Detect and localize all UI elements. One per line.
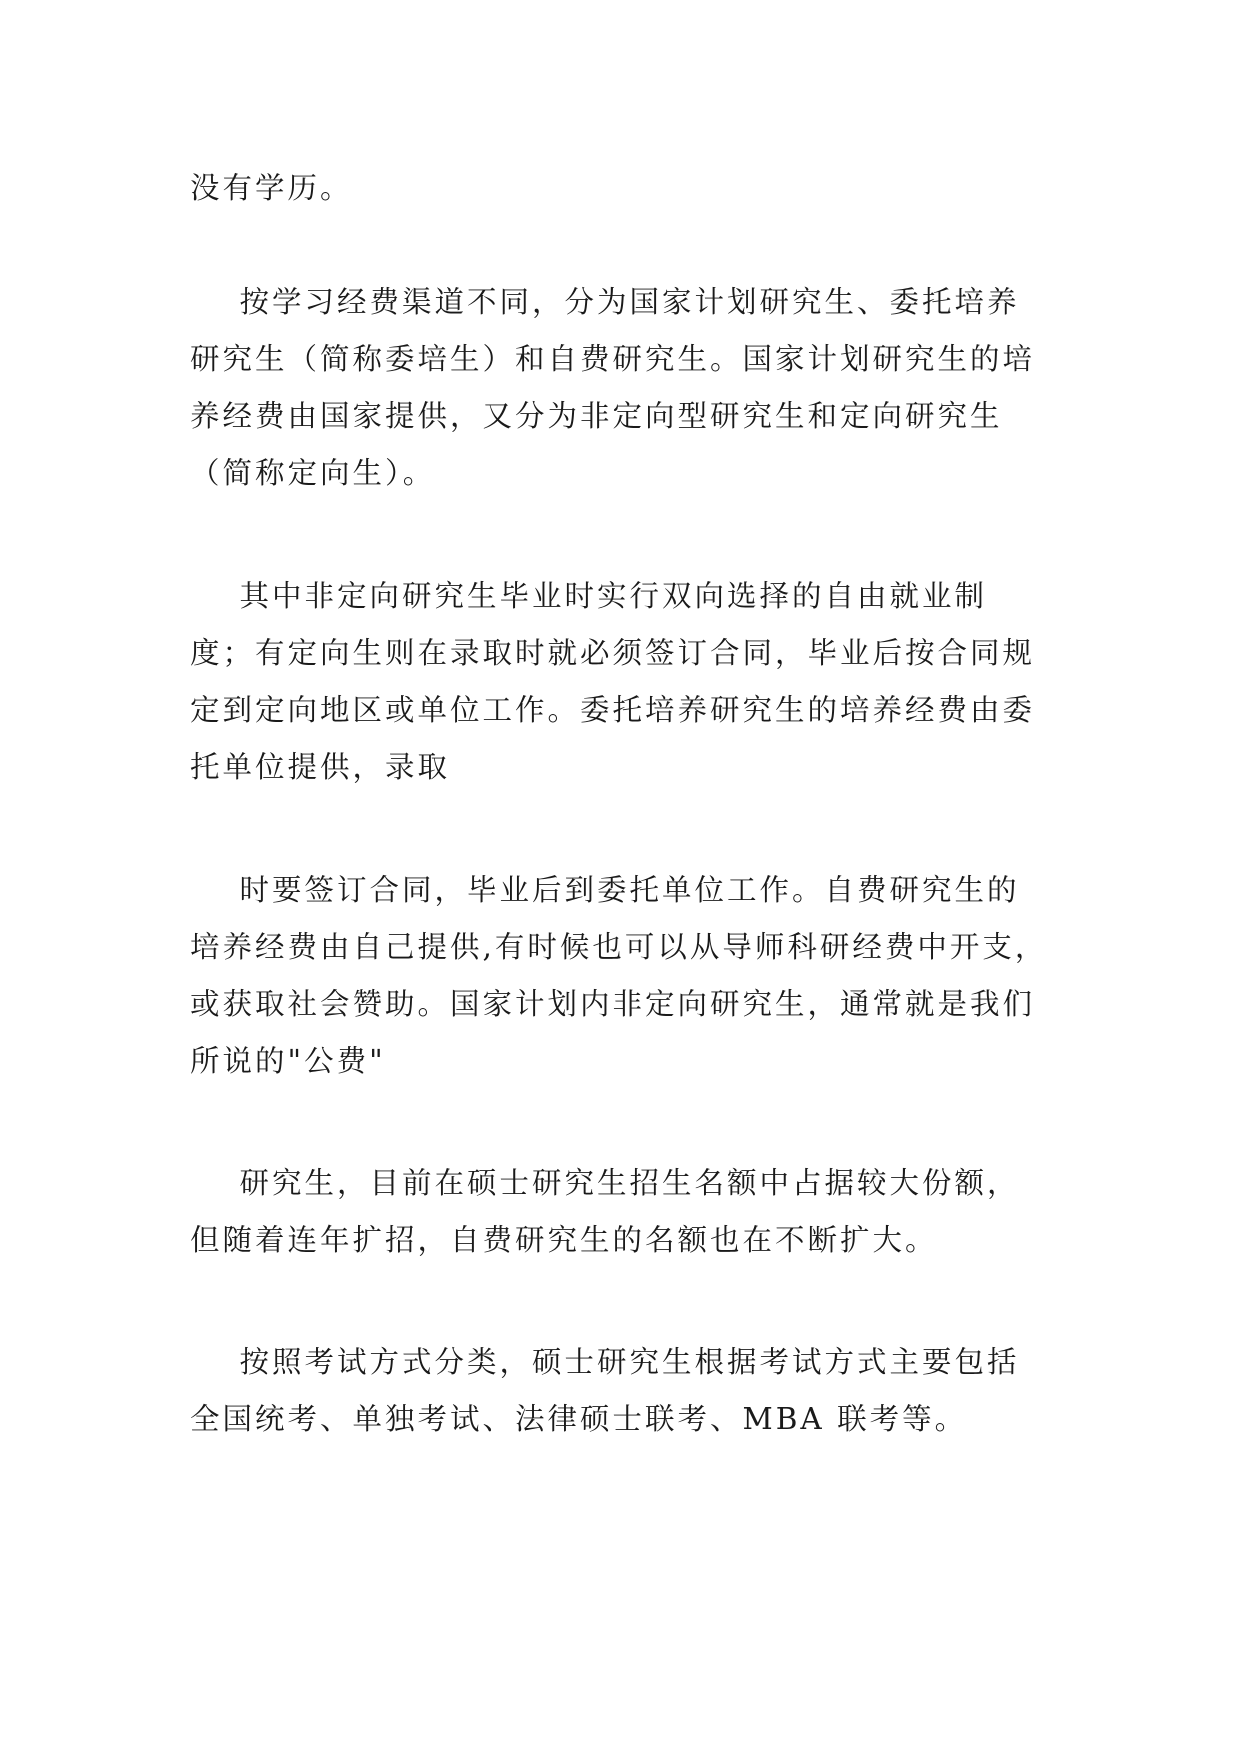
- paragraph-5: 研究生，目前在硕士研究生招生名额中占据较大份额， 但随着连年扩招，自费研究生的名额也在不断扩大。: [190, 1166, 1020, 1257]
- paragraph-2: 按学习经费渠道不同，分为国家计划研究生、委托培养 研究生（简称委培生）和自费研究生。国家计划研究生的培 养经费由国家提供，又分为非定向型研究生和定向研究生 （简称定向生）。: [190, 285, 1036, 490]
- paragraph-6: 按照考试方式分类，硕士研究生根据考试方式主要包括 全国统考、单独考试、法律硕士联考、MBA 联考等。: [190, 1345, 1020, 1436]
- paragraph-1: 没有学历。: [190, 171, 353, 205]
- paragraph-3: 其中非定向研究生毕业时实行双向选择的自由就业制 度；有定向生则在录取时就必须签订合同，毕业后按合同规 定到定向地区或单位工作。委托培养研究生的培养经费由委 托单位提供，录取: [190, 579, 1036, 784]
- paragraph-4: 时要签订合同，毕业后到委托单位工作。自费研究生的 培养经费由自己提供,有时候也可以从导师科研经费中开支， 或获取社会赞助。国家计划内非定向研究生，通常就是我们 所说的"公费": [190, 873, 1048, 1078]
